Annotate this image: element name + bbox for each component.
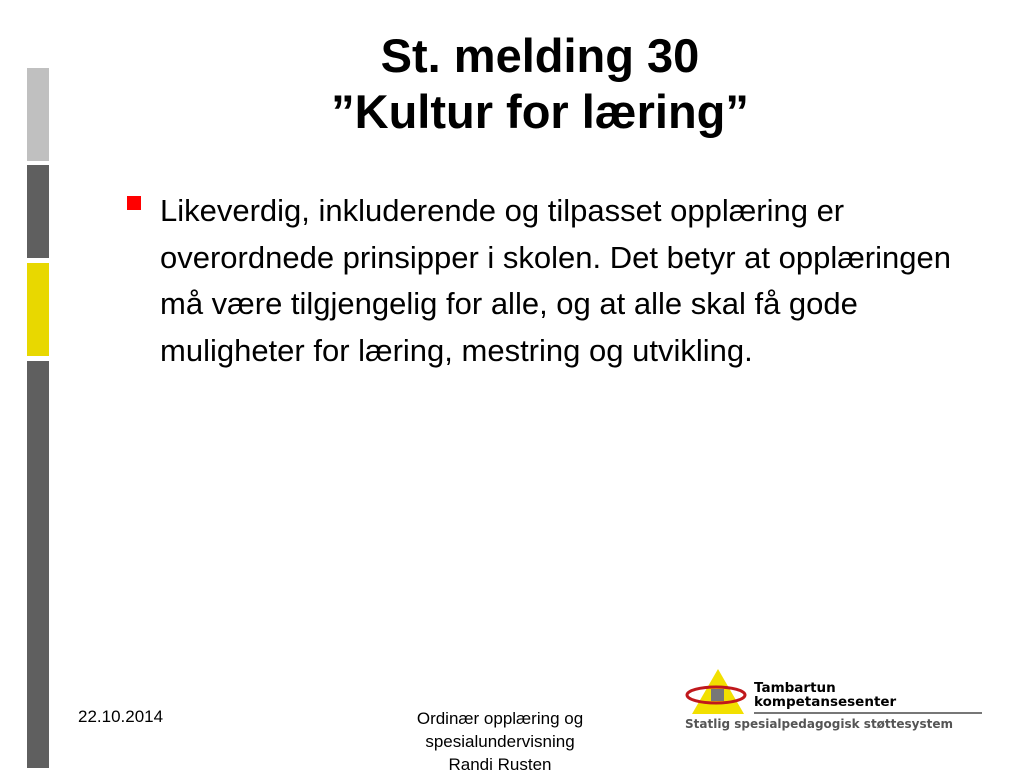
logo-divider [754,712,982,714]
logo-name-line-2: kompetansesenter [754,694,897,710]
logo-tagline: Statlig spesialpedagogisk støttesystem [685,717,954,731]
title-line-2: ”Kultur for læring” [331,85,749,138]
footer-line-2: spesialundervisning [425,732,575,751]
side-bar-segment-accent [27,263,49,356]
square-bullet-icon [127,196,141,210]
bullet-text: Likeverdig, inkluderende og tilpasset opplæring er overordnede prinsipper i skolen. Det betyr at opplæringen må være tilgjengelig for alle, og at alle skal få gode muligheter for læring, mestring og utvikling. [160,193,951,368]
title-line-1: St. melding 30 [380,29,700,82]
footer-date: 22.10.2014 [78,707,164,726]
logo-name [754,681,896,709]
footer-line-3: Randi Rusten [448,755,552,774]
slide-content [125,188,985,374]
tambartun-logo [683,668,988,734]
slide-title [0,28,1024,140]
logo-name-line-1: Tambartun [754,680,836,696]
footer-line-1: Ordinær opplæring og [416,709,584,728]
side-bar-segment-dark-long [27,361,49,768]
footer-center-text [360,707,640,776]
triangle-ellipse-logo-icon [683,668,753,718]
side-bar-segment-dark [27,165,49,258]
